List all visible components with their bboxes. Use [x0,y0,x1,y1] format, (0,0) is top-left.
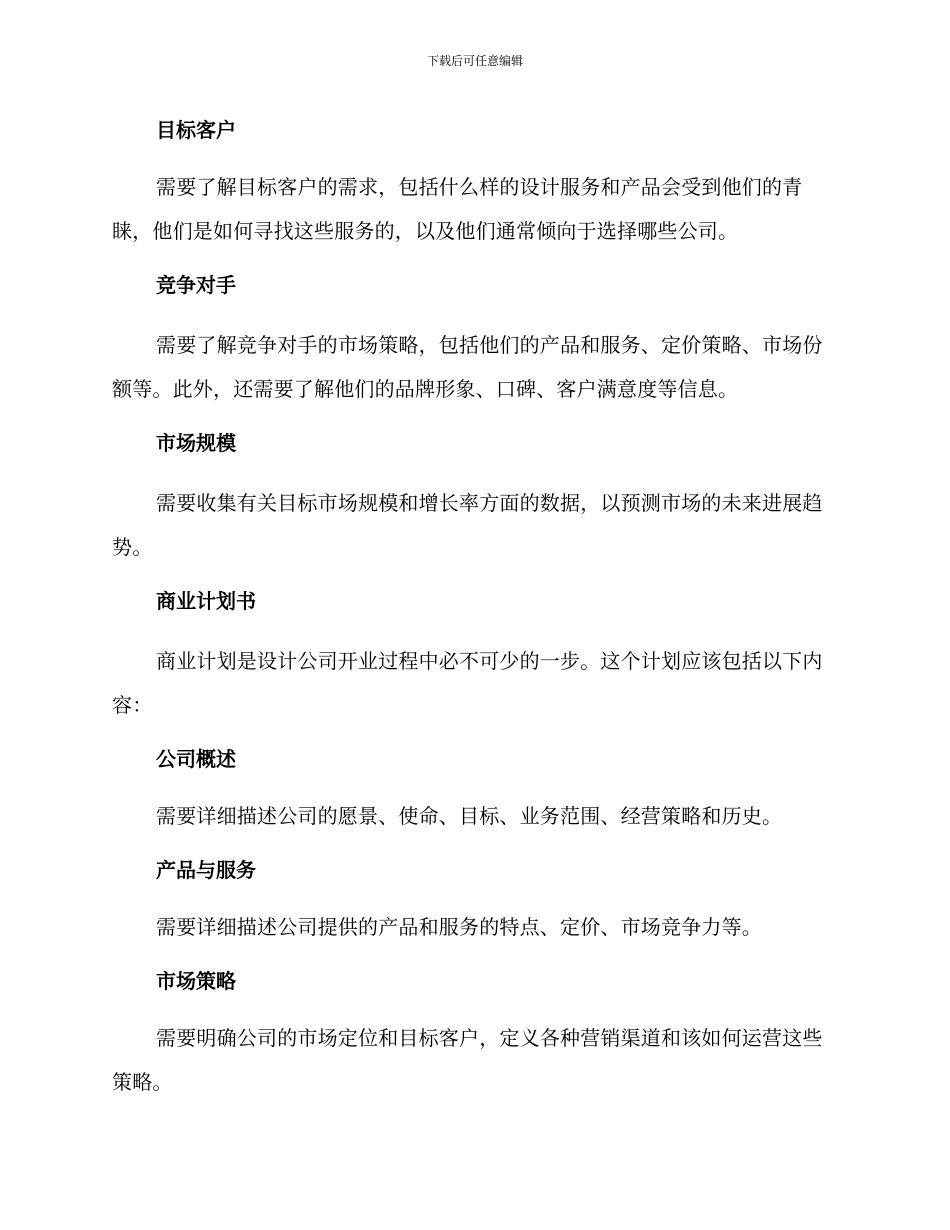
section-heading-products-services: 产品与服务 [156,858,256,882]
section-paragraph-market-size: 需要收集有关目标市场规模和增长率方面的数据，以预测市场的未来进展趋势。 [112,491,823,559]
section-heading-market-size: 市场规模 [156,431,236,455]
section-paragraph-business-plan: 商业计划是设计公司开业过程中必不可少的一步。这个计划应该包括以下内容： [112,649,823,717]
section-heading-company-overview: 公司概述 [156,747,236,771]
section-heading-market-strategy: 市场策略 [156,969,236,993]
section-heading-target-customers: 目标客户 [156,118,236,142]
document-body [112,110,832,1104]
page-header: 下载后可任意编辑 [426,54,523,68]
section-paragraph-products-services: 需要详细描述公司提供的产品和服务的特点、定价、市场竞争力等。 [156,915,762,939]
section-paragraph-company-overview: 需要详细描述公司的愿景、使命、目标、业务范围、经营策略和历史。 [156,804,783,828]
section-heading-competitors: 竞争对手 [156,273,236,297]
section-heading-business-plan: 商业计划书 [156,589,256,613]
section-paragraph-market-strategy: 需要明确公司的市场定位和目标客户，定义各种营销渠道和该如何运营这些策略。 [112,1026,823,1094]
section-paragraph-target-customers: 需要了解目标客户的需求，包括什么样的设计服务和产品会受到他们的青睐，他们是如何寻找这些服务的，以及他们通常倾向于选择哪些公司。 [112,175,803,243]
section-paragraph-competitors: 需要了解竞争对手的市场策略，包括他们的产品和服务、定价策略、市场份额等。此外，还需要了解他们的品牌形象、口碑、客户满意度等信息。 [112,333,823,401]
